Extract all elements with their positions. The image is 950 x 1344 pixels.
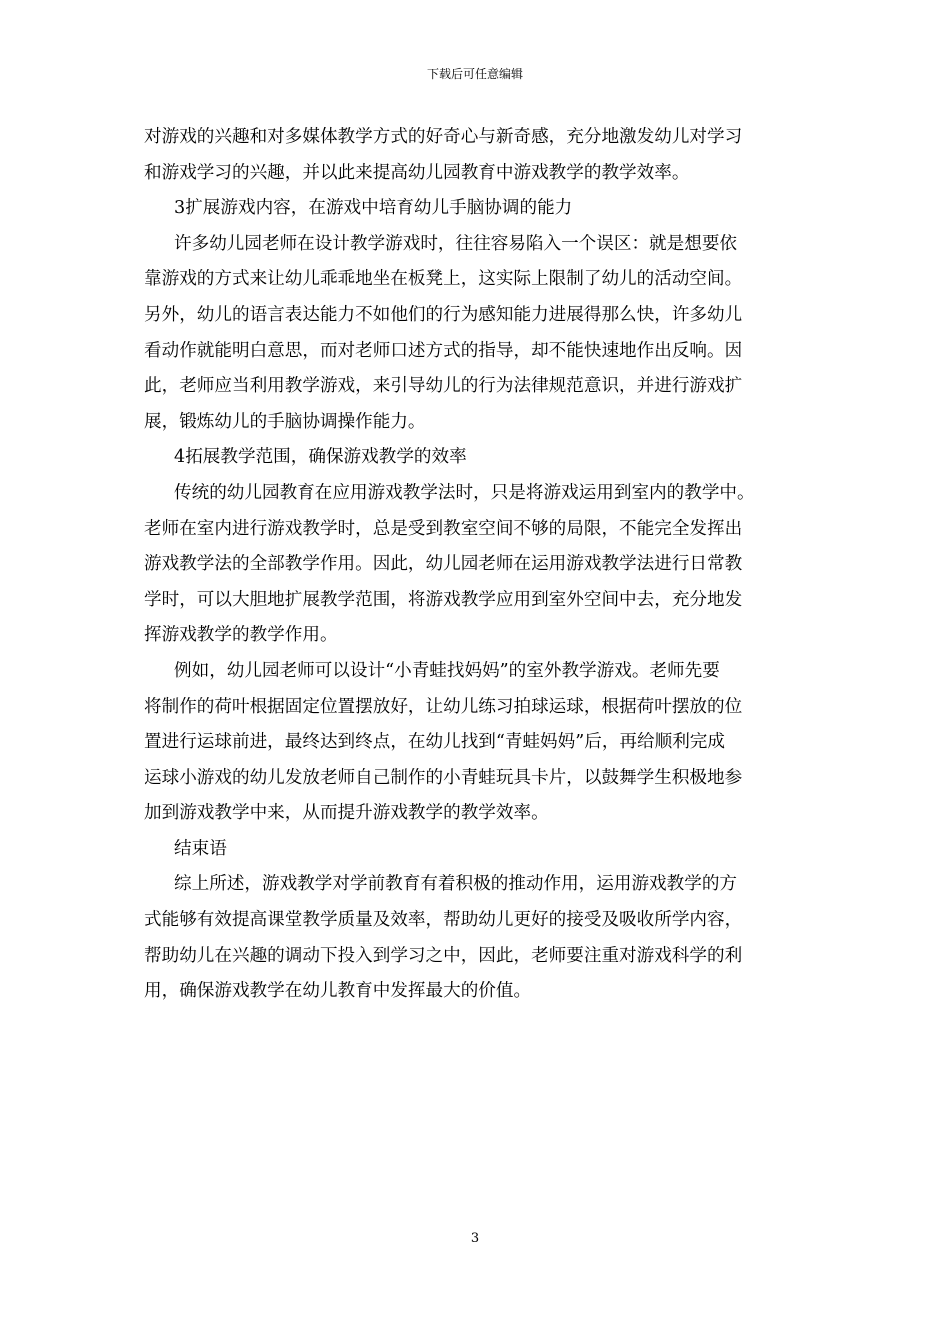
page-number: 3	[470, 1231, 480, 1246]
text-line: 学时，可以大胆地扩展教学范围，将游戏教学应用到室外空间中去，充分地发	[144, 589, 743, 610]
text-line: 游戏教学法的全部教学作用。因此，幼儿园老师在运用游戏教学法进行日常教	[144, 554, 743, 575]
text-line: 式能够有效提高课堂教学质量及效率，帮助幼儿更好的接受及吸收所学内容，	[144, 910, 743, 931]
text-line: 另外，幼儿的语言表达能力不如他们的行为感知能力进展得那么快，许多幼儿	[144, 304, 743, 325]
section-heading: 3扩展游戏内容，在游戏中培育幼儿手脑协调的能力	[174, 198, 573, 219]
text-line: 将制作的荷叶根据固定位置摆放好，让幼儿练习拍球运球，根据荷叶摆放的位	[144, 696, 743, 717]
document-body	[144, 120, 810, 1010]
page-header: 下载后可任意编辑	[426, 67, 523, 81]
text-line: 靠游戏的方式来让幼儿乖乖地坐在板凳上，这实际上限制了幼儿的活动空间。	[144, 269, 743, 290]
text-line: 例如，幼儿园老师可以设计“小青蛙找妈妈”的室外教学游戏。老师先要	[174, 660, 720, 681]
text-line: 加到游戏教学中来，从而提升游戏教学的教学效率。	[144, 803, 549, 824]
text-line: 展，锻炼幼儿的手脑协调操作能力。	[144, 411, 426, 432]
section-heading: 4拓展教学范围，确保游戏教学的效率	[174, 447, 467, 468]
text-line: 看动作就能明白意思，而对老师口述方式的指导，却不能快速地作出反响。因	[144, 340, 743, 361]
text-line: 置进行运球前进，最终达到终点，在幼儿找到“青蛙妈妈”后，再给顺利完成	[144, 732, 725, 753]
text-line: 对游戏的兴趣和对多媒体教学方式的好奇心与新奇感，充分地激发幼儿对学习	[144, 127, 743, 147]
text-line: 此，老师应当利用教学游戏，来引导幼儿的行为法律规范意识，并进行游戏扩	[144, 376, 743, 397]
section-heading: 结束语	[174, 838, 227, 859]
text-line: 和游戏学习的兴趣，并以此来提高幼儿园教育中游戏教学的教学效率。	[144, 162, 690, 183]
text-line: 综上所述，游戏教学对学前教育有着积极的推动作用，运用游戏教学的方	[174, 874, 738, 895]
text-line: 运球小游戏的幼儿发放老师自己制作的小青蛙玩具卡片，以鼓舞学生积极地参	[144, 767, 743, 788]
text-line: 传统的幼儿园教育在应用游戏教学法时，只是将游戏运用到室内的教学中。	[174, 482, 755, 503]
text-line: 许多幼儿园老师在设计教学游戏时，往往容易陷入一个误区：就是想要依	[174, 233, 738, 254]
text-line: 挥游戏教学的教学作用。	[144, 625, 338, 646]
text-line: 老师在室内进行游戏教学时，总是受到教室空间不够的局限，不能完全发挥出	[144, 518, 743, 539]
text-line: 用，确保游戏教学在幼儿教育中发挥最大的价值。	[144, 981, 532, 1002]
text-line: 帮助幼儿在兴趣的调动下投入到学习之中，因此，老师要注重对游戏科学的利	[144, 945, 743, 966]
